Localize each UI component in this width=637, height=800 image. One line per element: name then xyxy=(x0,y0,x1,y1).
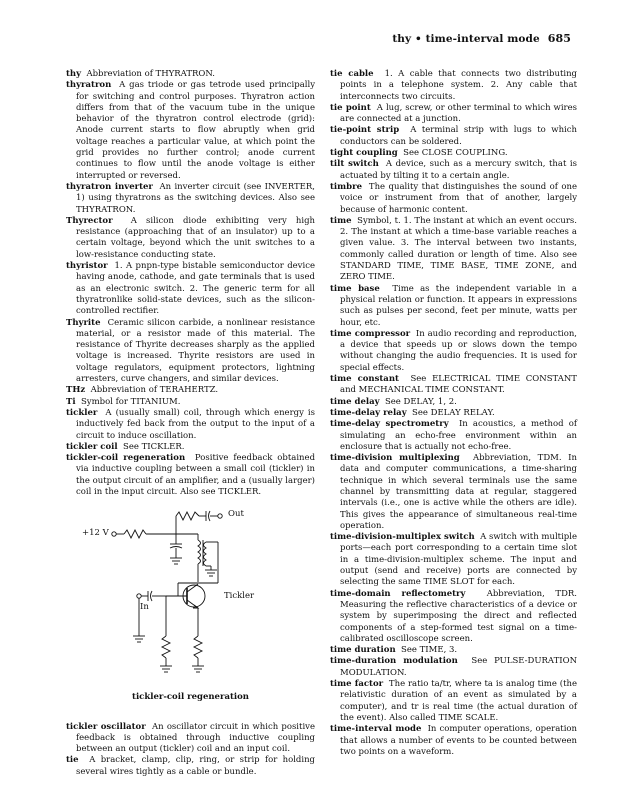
entry-definition: Ceramic silicon carbide, a nonlinear resistance material, or a resistor made of this material. The resistance of Thyrite decreases sharply as the applied voltage is increased. Thyrite resistors are used in voltage regulators, equipment protectors, lightning arresters, curve changers, and similar devices. xyxy=(76,317,315,385)
left-entries xyxy=(66,69,315,498)
entry-definition: Positive feedback obtained via inductive coupling between a small coil (tickler) in the output circuit of an amplifier, and a (usually larger) coil in the input circuit. Also see TICKLER. xyxy=(76,453,316,497)
supply-label: +12 V xyxy=(82,528,109,539)
tickler-coil-figure xyxy=(66,508,315,678)
entry-definition: Abbreviation, TDR. Measuring the reflective characteristics of a device or system by superimposing the direct and reflected components of a step-formed test signal on a time-calibrated oscilloscope screen. xyxy=(340,588,578,644)
dictionary-entry xyxy=(330,69,577,103)
entry-headword: thyristor xyxy=(66,261,108,272)
running-head xyxy=(392,32,571,45)
entry-headword: time compressor xyxy=(330,328,411,339)
entry-headword: tickler coil xyxy=(66,441,118,452)
right-column xyxy=(330,69,577,758)
entry-headword: tie xyxy=(66,755,79,766)
entry-headword: time-division multiplexing xyxy=(330,453,460,464)
entry-definition: A (usually small) coil, through which energy is inductively fed back from the output to the input of a circuit to induce oscillation. xyxy=(76,407,315,441)
dictionary-entry xyxy=(66,318,315,386)
left-entries-after xyxy=(66,722,315,778)
output-label: Out xyxy=(228,509,244,520)
entry-definition: A bracket, clamp, clip, ring, or strip for holding several wires tightly as a cable or bundle. xyxy=(76,755,315,777)
entry-headword: time-delay spectrometry xyxy=(330,419,449,430)
input-label: In xyxy=(140,602,149,613)
dictionary-entry xyxy=(330,724,577,758)
entry-headword: time xyxy=(330,215,352,226)
entry-headword: tickler oscillator xyxy=(66,721,146,732)
dictionary-entry xyxy=(330,159,577,182)
entry-headword: time factor xyxy=(330,679,384,690)
dictionary-entry xyxy=(66,408,315,442)
dictionary-entry xyxy=(330,408,577,419)
entry-definition: See ELECTRICAL TIME CONSTANT and MECHANICAL TIME CONSTANT. xyxy=(340,374,577,396)
entry-definition: A terminal strip with lugs to which conductors can be soldered. xyxy=(340,125,577,147)
right-entries xyxy=(330,69,577,758)
dictionary-entry xyxy=(330,679,577,724)
entry-headword: time-division-multiplex switch xyxy=(330,532,475,543)
dictionary-entry xyxy=(330,419,577,453)
entry-definition: See TICKLER. xyxy=(123,441,185,452)
entry-definition: In acoustics, a method of simulating an echo-free environment within an enclosure that is actually not echo-free. xyxy=(340,419,577,452)
entry-definition: An inverter circuit (see INVERTER, 1) using thyratrons as the switching devices. Also see THYRATRON. xyxy=(76,181,315,215)
dictionary-entry xyxy=(330,397,577,408)
entry-headword: tie point xyxy=(330,102,371,113)
supply-terminal xyxy=(112,532,116,536)
dictionary-entry xyxy=(66,722,315,756)
entry-definition: An oscillator circuit in which positive feedback is obtained through inductive coupling between an output (tickler) coil and an input coil. xyxy=(76,721,315,755)
input-terminal xyxy=(137,594,141,598)
dictionary-entry xyxy=(330,284,577,329)
entry-headword: THz xyxy=(66,385,86,396)
emitter-resistor xyxy=(194,636,202,658)
dictionary-entry xyxy=(66,80,315,182)
dictionary-entry xyxy=(330,148,577,159)
dictionary-entry xyxy=(330,125,577,148)
entry-headword: time base xyxy=(330,283,380,294)
dictionary-entry xyxy=(330,216,577,284)
entry-headword: Thyrector xyxy=(66,215,113,226)
entry-headword: time delay xyxy=(330,396,380,407)
left-column xyxy=(66,69,315,778)
dictionary-entry xyxy=(330,329,577,374)
entry-headword: thyratron inverter xyxy=(66,181,153,192)
entry-definition: A lug, screw, or other terminal to which wires are connected at a junction. xyxy=(340,102,577,125)
dictionary-entry xyxy=(330,656,577,679)
entry-definition: A silicon diode exhibiting very high resistance (approaching that of an insulator) up to a certain voltage, beyond which the unit switches to a low-resistance conducting state. xyxy=(76,215,315,260)
dictionary-entry xyxy=(66,69,315,80)
dictionary-entry xyxy=(330,589,577,645)
entry-headword: tickler xyxy=(66,407,98,418)
entry-definition: A device, such as a mercury switch, that is actuated by tilting it to a certain angle. xyxy=(340,159,578,181)
dictionary-entry xyxy=(330,532,577,588)
dictionary-entry xyxy=(66,453,315,498)
dictionary-entry xyxy=(330,374,577,397)
figure-caption: tickler-coil regeneration xyxy=(132,692,249,703)
entry-definition: The ratio ta/tr, where ta is analog time (the relativistic duration of an event as simulated by a computer), and tr is real time (the actual duration of the event). Also called TIME SCALE. xyxy=(340,679,577,723)
entry-headword: Ti xyxy=(66,396,76,407)
entry-definition: See DELAY, 1, 2. xyxy=(384,396,457,407)
entry-definition: 1. A pnpn-type bistable semiconductor device having anode, cathode, and gate terminals that is used as an electronic switch. 2. The generic term for all thyratronlike solid-state devices, such as the silicon-controlled rectifier. xyxy=(76,261,315,317)
dictionary-entry xyxy=(66,261,315,317)
output-coil xyxy=(198,540,201,564)
entry-definition: Symbol for TITANIUM. xyxy=(80,396,181,407)
entry-headword: thyratron xyxy=(66,80,112,91)
entry-definition: 1. A cable that connects two distributing points in a telephone system. 2. Any cable that interconnects two circuits. xyxy=(340,69,578,102)
entry-headword: tickler-coil regeneration xyxy=(66,453,186,464)
page-number: 685 xyxy=(547,32,571,45)
supply-resistor xyxy=(124,530,146,538)
entry-headword: time constant xyxy=(330,374,399,385)
output-terminal xyxy=(218,514,222,518)
entry-headword: time duration xyxy=(330,645,396,656)
dictionary-entry xyxy=(66,385,315,396)
entry-headword: time-interval mode xyxy=(330,724,422,735)
entry-definition: Time as the independent variable in a physical relation or function. It appears in expressions such as pulses per second, feet per minute, watts per hour, etc. xyxy=(340,283,577,328)
entry-definition: In audio recording and reproduction, a device that speeds up or slows down the tempo without changing the audio frequencies. It is used for special effects. xyxy=(340,328,577,373)
entry-definition: In computer operations, operation that allows a number of events to be counted between two points on a waveform. xyxy=(340,724,577,757)
entry-headword: tight coupling xyxy=(330,148,398,159)
dictionary-entry xyxy=(330,645,577,656)
dictionary-entry xyxy=(66,442,315,453)
entry-headword: time-duration modulation xyxy=(330,656,458,667)
entry-definition: Abbreviation of THYRATRON. xyxy=(86,69,215,79)
running-head-text: thy • time-interval mode xyxy=(392,33,540,45)
entry-definition: Abbreviation, TDM. In data and computer communications, a time-sharing technique in which several terminals use the same channel by transmitting data at regular, staggered intervals (i.e., one is active while the others are idle). This gives the appearance of simultaneous real-time operation. xyxy=(340,453,577,531)
tickler-label: Tickler xyxy=(224,591,255,602)
entry-definition: See CLOSE COUPLING. xyxy=(403,148,508,159)
tickler-coil xyxy=(204,542,207,566)
entry-headword: tie-point strip xyxy=(330,125,400,136)
entry-headword: time-delay relay xyxy=(330,407,407,418)
entry-definition: See PULSE-DURATION MODULATION. xyxy=(340,656,578,678)
dictionary-entry xyxy=(330,103,577,126)
dictionary-entry xyxy=(330,453,577,532)
entry-definition: The quality that distinguishes the sound of one voice or instrument from that of another, largely because of harmonic content. xyxy=(340,181,577,215)
entry-definition: Symbol, t. 1. The instant at which an event occurs. 2. The instant at which a time-base variable reaches a given value. 3. The interval between two instants, commonly called duration or length of time. Also see STANDARD TIME, TIME BASE, TIME ZONE, and ZERO TIME. xyxy=(340,215,577,283)
dictionary-entry xyxy=(66,755,315,778)
entry-headword: time-domain reflectometry xyxy=(330,588,466,599)
top-resistor xyxy=(176,512,199,520)
bias-resistor xyxy=(162,636,170,658)
entry-definition: A gas triode or gas tetrode used principally for switching and control purposes. Thyratron action differs from that of the vacuum tube in the unique behavior of the thyratron control electrode (grid): Anode current starts to flow abruptly when grid voltage reaches a particular value, at which point the grid provides no further control; anode current continues to flow until the anode voltage is either interrupted or reversed. xyxy=(76,80,316,181)
entry-headword: tilt switch xyxy=(330,159,379,170)
dictionary-entry xyxy=(66,182,315,216)
entry-headword: timbre xyxy=(330,181,362,192)
entry-definition: A switch with multiple ports—each port corresponding to a certain time slot in a time-division-multiplex scheme. The input and output (send and receive) ports are connected by selecting the same TIME SLOT for each. xyxy=(340,532,577,588)
entry-definition: See DELAY RELAY. xyxy=(412,407,495,418)
dictionary-entry xyxy=(330,182,577,216)
entry-definition: See TIME, 3. xyxy=(401,645,458,656)
dictionary-entry xyxy=(66,397,315,408)
entry-headword: thy xyxy=(66,69,82,79)
entry-headword: tie cable xyxy=(330,69,374,79)
entry-definition: Abbreviation of TERAHERTZ. xyxy=(90,385,219,396)
dictionary-entry xyxy=(66,216,315,261)
entry-headword: Thyrite xyxy=(66,317,101,328)
